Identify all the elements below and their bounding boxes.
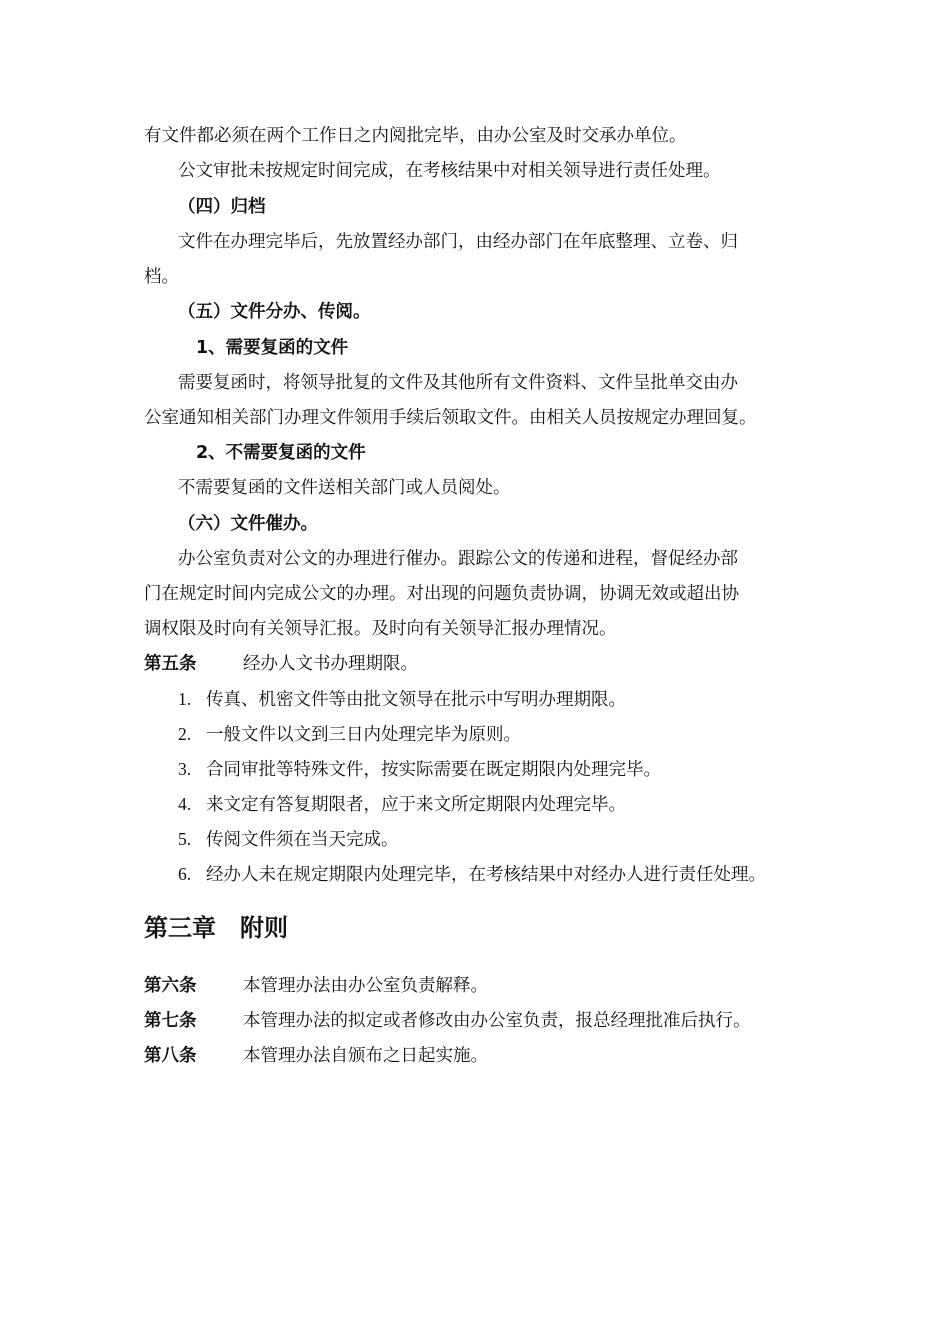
section-heading-archive: （四）归档 — [178, 197, 266, 217]
article-text: 本管理办法由办公室负责解释。 — [243, 976, 488, 996]
paragraph-urging-line3: 调权限及时向有关领导汇报。及时向有关领导汇报办理情况。 — [144, 619, 617, 639]
article-6 — [144, 974, 488, 998]
paragraph-continued: 有文件都必须在两个工作日之内阅批完毕，由办公室及时交承办单位。 — [144, 126, 687, 146]
article-text: 经办人文书办理期限。 — [243, 654, 418, 674]
list-item — [178, 757, 661, 782]
list-number: 6. — [178, 864, 192, 884]
article-text: 本管理办法的拟定或者修改由办公室负责，报总经理批准后执行。 — [243, 1011, 751, 1031]
list-text: 传真、机密文件等由批文领导在批示中写明办理期限。 — [206, 690, 626, 710]
list-text: 传阅文件须在当天完成。 — [206, 830, 399, 850]
article-label: 第八条 — [144, 1046, 197, 1066]
list-item — [178, 792, 626, 817]
article-8 — [144, 1044, 488, 1068]
list-text: 一般文件以文到三日内处理完毕为原则。 — [206, 725, 521, 745]
article-label: 第五条 — [144, 654, 197, 674]
paragraph-reply-line1: 需要复函时，将领导批复的文件及其他所有文件资料、文件呈批单交由办 — [178, 373, 738, 393]
list-item — [178, 687, 626, 712]
paragraph-reply-line2: 公室通知相关部门办理文件领用手续后领取文件。由相关人员按规定办理回复。 — [144, 408, 757, 428]
list-number: 1. — [178, 689, 192, 709]
paragraph-archive-line2: 档。 — [144, 267, 179, 287]
list-item — [178, 862, 766, 887]
subheading-no-reply: 2、不需要复函的文件 — [196, 443, 366, 463]
list-number: 4. — [178, 794, 192, 814]
paragraph-no-reply: 不需要复函的文件送相关部门或人员阅处。 — [178, 478, 511, 498]
paragraph-urging-line2: 门在规定时间内完成公文的办理。对出现的问题负责协调，协调无效或超出协 — [144, 584, 739, 604]
section-heading-distribution: （五）文件分办、传阅。 — [178, 302, 371, 322]
paragraph-approval: 公文审批未按规定时间完成，在考核结果中对相关领导进行责任处理。 — [178, 161, 721, 181]
list-item — [178, 722, 521, 747]
list-text: 合同审批等特殊文件，按实际需要在既定期限内处理完毕。 — [206, 760, 661, 780]
article-label: 第六条 — [144, 976, 197, 996]
article-7 — [144, 1009, 751, 1033]
paragraph-archive-line1: 文件在办理完毕后，先放置经办部门，由经办部门在年底整理、立卷、归 — [178, 232, 738, 252]
article-text: 本管理办法自颁布之日起实施。 — [243, 1046, 488, 1066]
list-text: 来文定有答复期限者，应于来文所定期限内处理完毕。 — [206, 795, 626, 815]
article-label: 第七条 — [144, 1011, 197, 1031]
subheading-reply-needed: 1、需要复函的文件 — [196, 338, 349, 358]
section-heading-urging: （六）文件催办。 — [178, 514, 318, 534]
chapter-heading: 第三章 附则 — [144, 914, 288, 942]
paragraph-urging-line1: 办公室负责对公文的办理进行催办。跟踪公文的传递和进程，督促经办部 — [178, 549, 738, 569]
list-number: 5. — [178, 829, 192, 849]
article-5 — [144, 652, 418, 676]
list-item — [178, 827, 399, 852]
list-number: 2. — [178, 724, 192, 744]
list-number: 3. — [178, 759, 192, 779]
list-text: 经办人未在规定期限内处理完毕，在考核结果中对经办人进行责任处理。 — [206, 865, 766, 885]
